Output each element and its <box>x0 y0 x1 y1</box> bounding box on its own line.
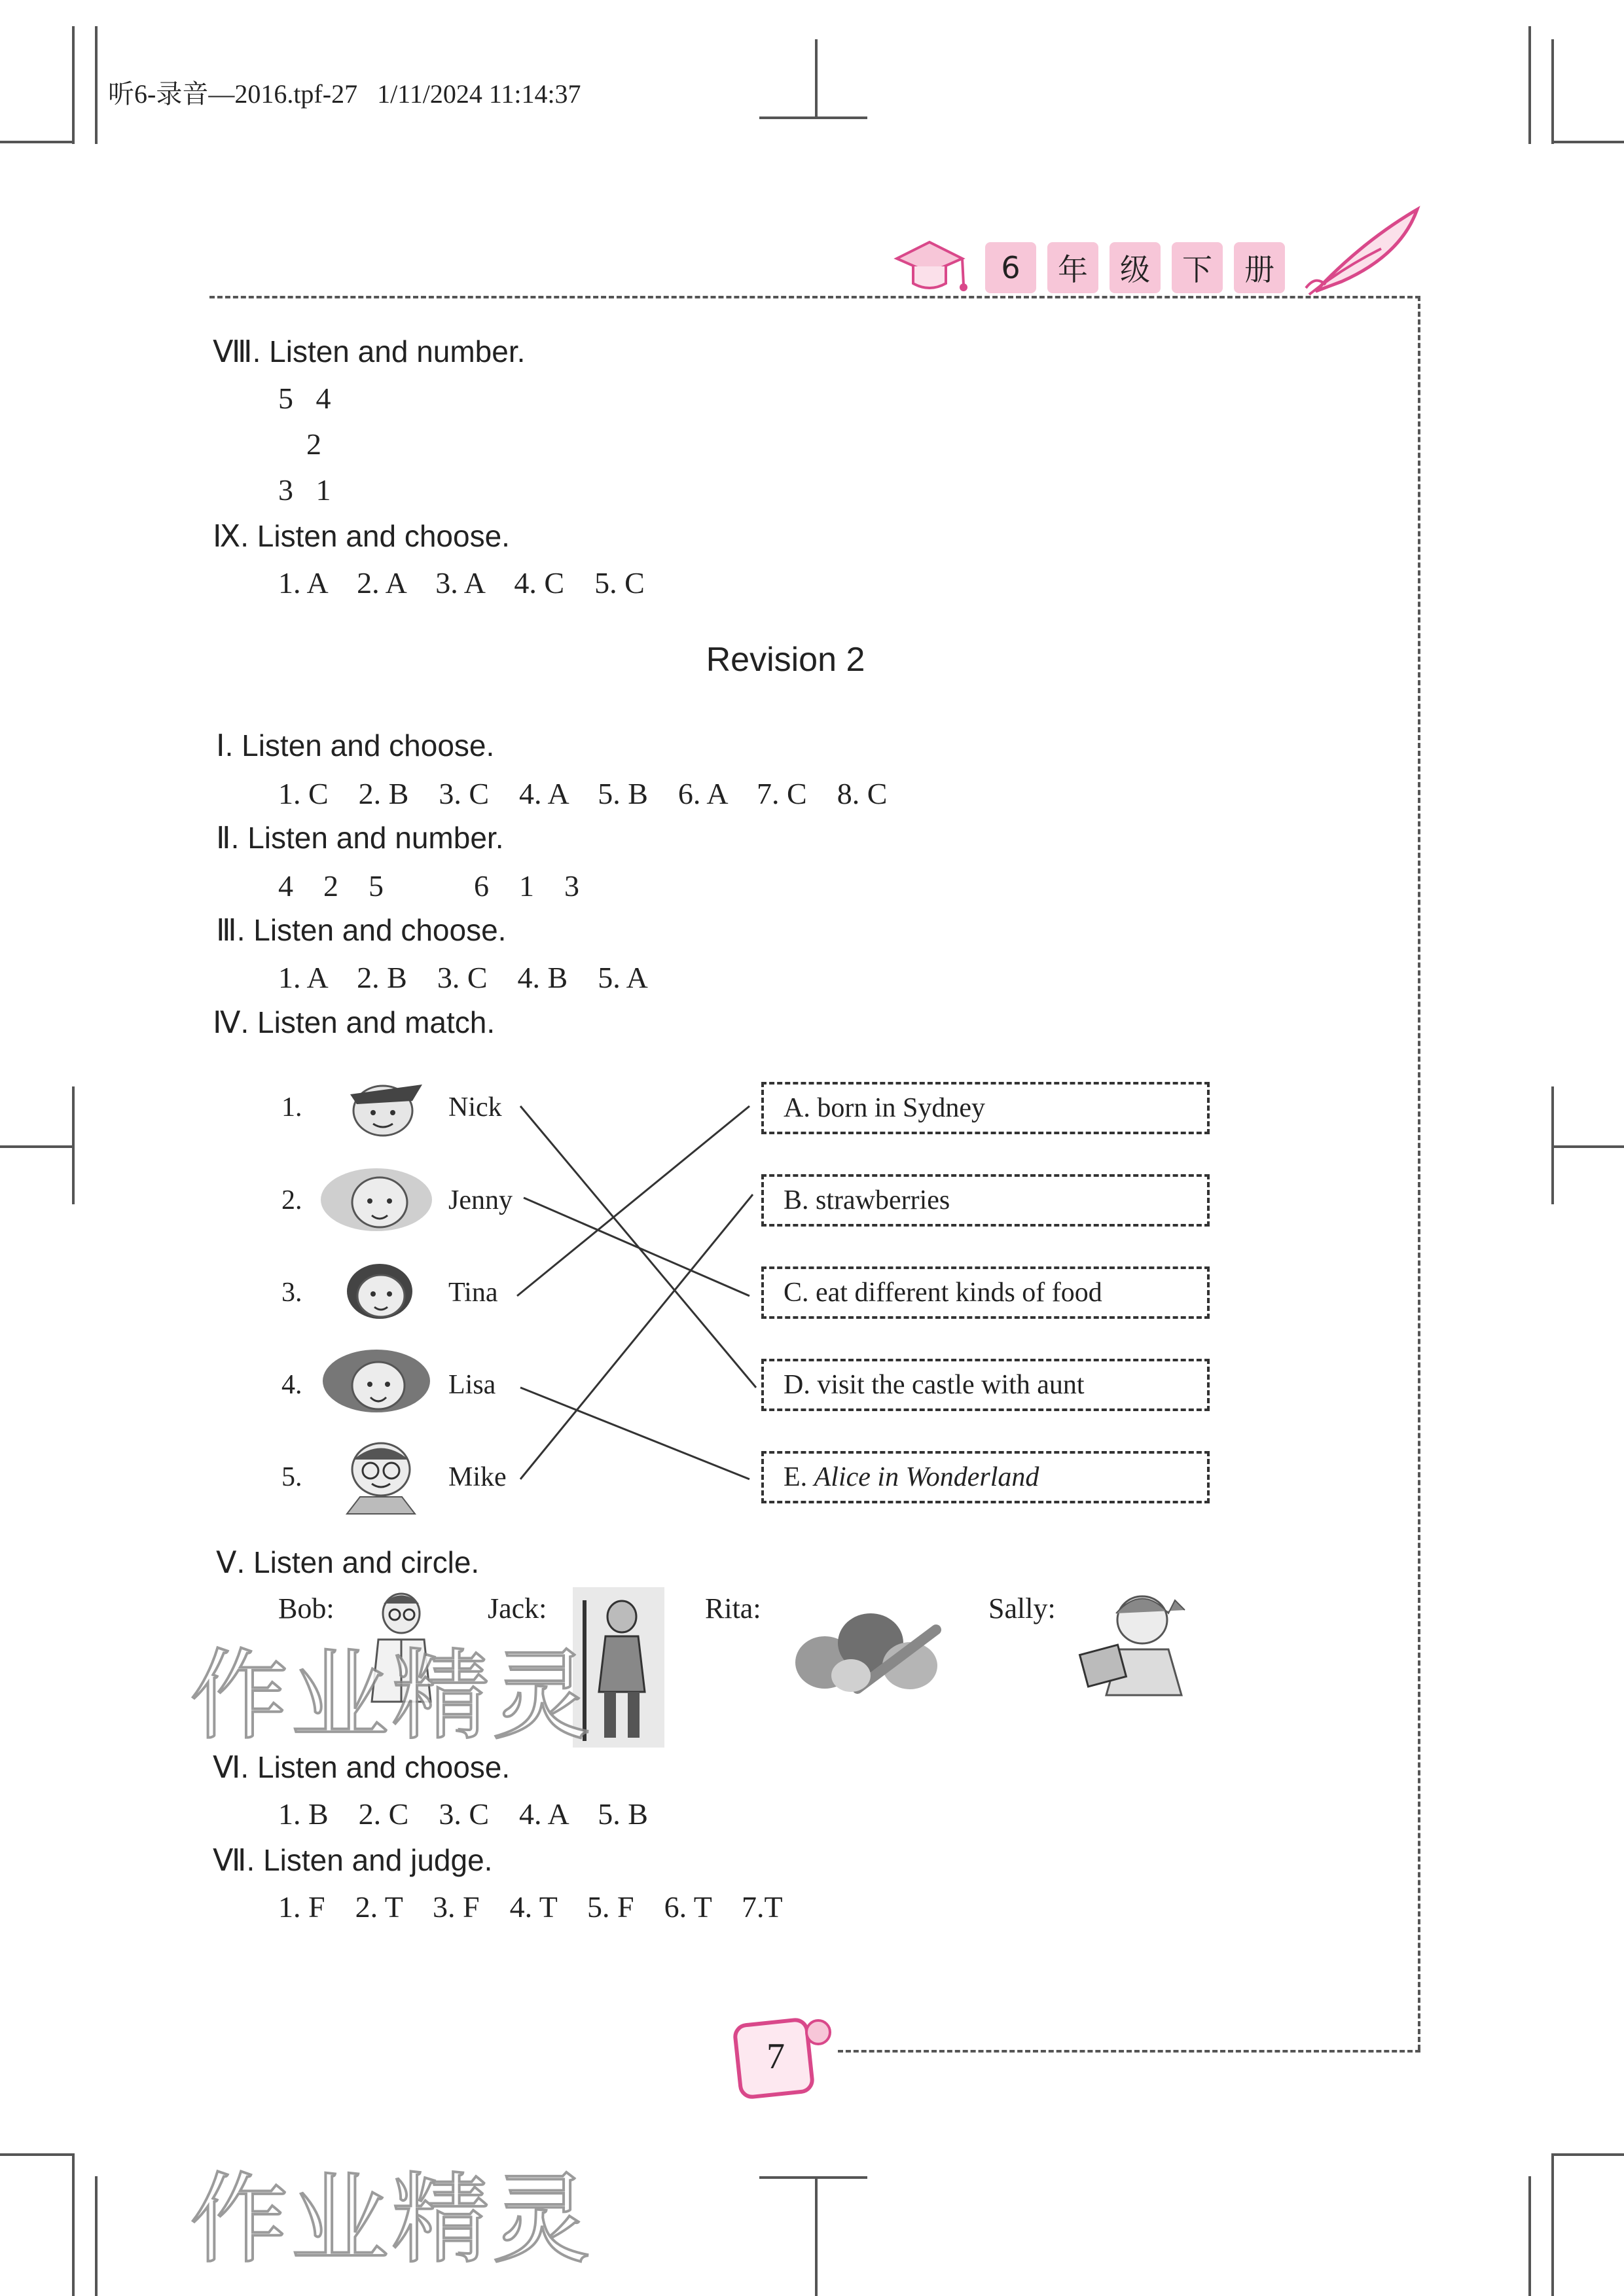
match-number: 5. <box>281 1462 302 1492</box>
answer-line: 1. A 2. A 3. A 4. C 5. C <box>278 566 645 600</box>
crop-mark <box>1528 26 1531 144</box>
match-option-box <box>761 1359 1210 1411</box>
section-heading: Ⅰ. Listen and choose. <box>216 728 495 762</box>
girl-avatar-icon <box>314 1162 439 1237</box>
crop-mark <box>815 2176 818 2296</box>
frame-right-border <box>1418 296 1420 2050</box>
answer-line: 5 4 <box>278 382 331 415</box>
grade-char: 级 <box>1110 242 1161 293</box>
match-option-box <box>761 1451 1210 1503</box>
section-heading: Ⅶ. Listen and judge. <box>213 1843 493 1877</box>
crop-mark <box>95 26 98 144</box>
option-text: eat different kinds of food <box>816 1278 1102 1308</box>
person-name: Nick <box>448 1092 502 1122</box>
print-stamp: 听6-录音—2016.tpf-27 1/11/2024 11:14:37 <box>108 79 581 109</box>
revision-title: Revision 2 <box>706 641 865 679</box>
option-letter: A. <box>784 1093 810 1123</box>
crop-mark <box>1551 2153 1624 2156</box>
boy-avatar-icon <box>331 1068 435 1140</box>
crop-mark <box>0 2153 75 2156</box>
person-name: Mike <box>448 1462 507 1492</box>
answer-line: 1. A 2. B 3. C 4. B 5. A <box>278 961 648 994</box>
crop-mark <box>72 2153 75 2296</box>
crop-mark <box>1551 2153 1554 2296</box>
crop-mark <box>759 2176 867 2179</box>
circle-item-label: Jack: <box>488 1592 547 1624</box>
match-lines <box>511 1100 766 1492</box>
girl-avatar-icon <box>314 1345 439 1420</box>
option-text: visit the castle with aunt <box>817 1370 1085 1400</box>
page-number: 7 <box>767 2036 785 2077</box>
person-name: Lisa <box>448 1370 496 1400</box>
crop-mark <box>1551 39 1554 144</box>
match-number: 2. <box>281 1185 302 1215</box>
circle-item-label: Rita: <box>705 1592 761 1624</box>
crop-mark <box>815 39 818 118</box>
boy-with-glasses-icon <box>327 1437 435 1515</box>
girl-reading-picture <box>1070 1587 1201 1702</box>
frame-bottom-border <box>838 2050 1420 2053</box>
option-text: strawberries <box>816 1185 950 1215</box>
crop-mark <box>72 26 75 144</box>
match-line-4-E <box>520 1388 749 1479</box>
section-heading: Ⅴ. Listen and circle. <box>216 1545 480 1579</box>
watermark: 作业精灵 <box>190 1640 594 1753</box>
crop-mark <box>1551 141 1624 143</box>
circle-item-label: Sally: <box>988 1592 1056 1624</box>
answer-line: 2 <box>291 427 321 461</box>
grade-number: 6 <box>985 242 1036 293</box>
match-line-2-C <box>524 1198 749 1296</box>
section-heading: Ⅱ. Listen and number. <box>216 821 504 855</box>
match-line-5-B <box>520 1194 753 1479</box>
section-heading: Ⅷ. Listen and number. <box>213 334 526 368</box>
answer-line: 4 2 5 6 1 3 <box>278 869 579 903</box>
match-number: 3. <box>281 1278 302 1308</box>
match-option-box <box>761 1082 1210 1134</box>
match-line-3-A <box>517 1106 749 1296</box>
match-number: 1. <box>281 1092 302 1122</box>
option-letter: C. <box>784 1278 809 1308</box>
option-text: Alice in Wonderland <box>814 1462 1039 1492</box>
crop-mark <box>1551 1145 1624 1148</box>
crop-mark <box>1528 2176 1531 2296</box>
crop-mark <box>759 117 867 119</box>
person-name: Tina <box>448 1278 498 1308</box>
answer-line: 1. F 2. T 3. F 4. T 5. F 6. T 7.T <box>278 1890 783 1924</box>
person-name: Jenny <box>448 1185 513 1215</box>
watermark: 作业精灵 <box>190 2163 594 2277</box>
girl-avatar-icon <box>327 1253 435 1325</box>
circle-item-label: Bob: <box>278 1592 334 1624</box>
answer-line: 3 1 <box>278 473 331 507</box>
answer-line: 1. B 2. C 3. C 4. A 5. B <box>278 1797 648 1831</box>
crop-mark <box>0 141 75 143</box>
crop-mark <box>0 1145 75 1148</box>
section-heading: Ⅵ. Listen and choose. <box>213 1750 511 1784</box>
match-option-box <box>761 1266 1210 1319</box>
grade-char: 册 <box>1234 242 1285 293</box>
answer-line: 1. C 2. B 3. C 4. A 5. B 6. A 7. C 8. C <box>278 777 888 810</box>
grade-char: 年 <box>1047 242 1098 293</box>
section-heading: Ⅸ. Listen and choose. <box>213 519 510 553</box>
option-letter: D. <box>784 1370 810 1400</box>
quill-pen-icon <box>1303 203 1427 301</box>
match-option-box <box>761 1174 1210 1227</box>
option-text: born in Sydney <box>817 1093 985 1123</box>
grade-char: 下 <box>1172 242 1223 293</box>
graduation-cap-icon <box>890 232 982 298</box>
option-letter: B. <box>784 1185 809 1215</box>
vegetables-picture <box>779 1590 949 1698</box>
section-heading: Ⅲ. Listen and choose. <box>216 913 507 947</box>
section-heading: Ⅳ. Listen and match. <box>213 1005 496 1039</box>
match-number: 4. <box>281 1370 302 1400</box>
frame-top-border <box>209 296 1420 298</box>
option-letter: E. <box>784 1462 808 1492</box>
crop-mark <box>95 2176 98 2296</box>
